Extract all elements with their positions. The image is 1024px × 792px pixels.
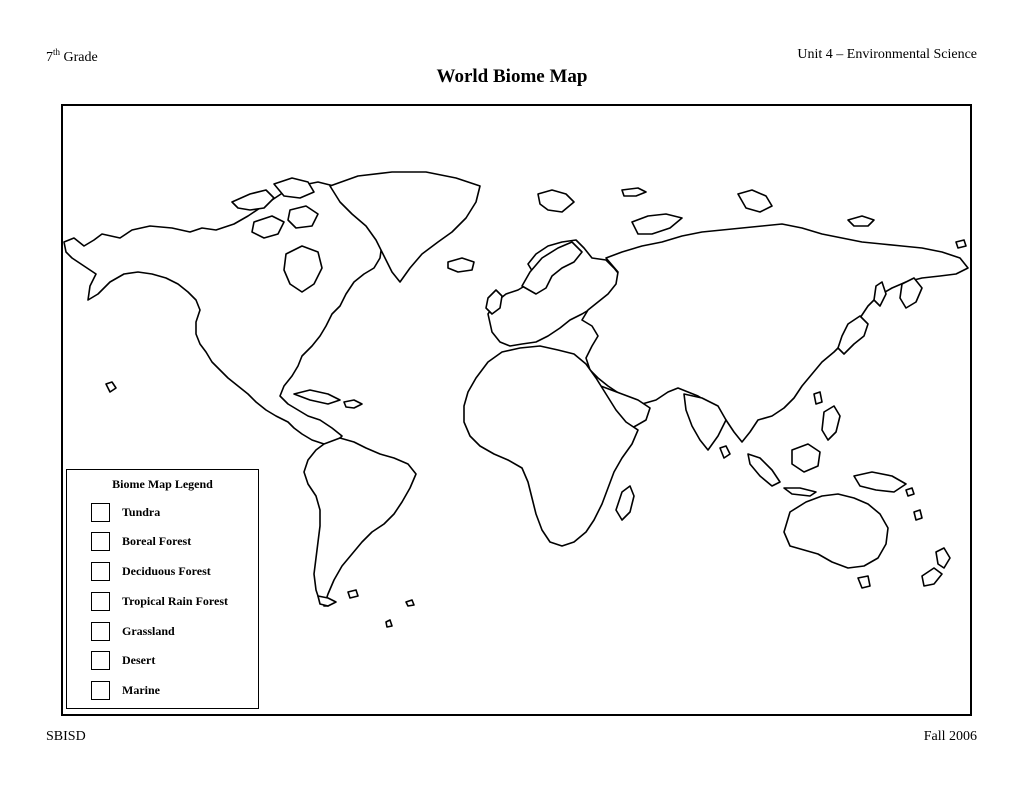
boreal-forest-color-box[interactable] <box>91 532 110 551</box>
biome-legend <box>66 469 259 709</box>
tropical-rain-forest-color-box[interactable] <box>91 592 110 611</box>
tasmania-outline <box>858 576 870 588</box>
small-island-pacific-2 <box>914 510 922 520</box>
unit-label: Unit 4 – Environmental Science <box>797 47 977 62</box>
cuba-outline <box>294 390 340 404</box>
borneo-outline <box>792 444 820 472</box>
sumatra-outline <box>748 454 780 486</box>
grade-suffix: th <box>53 47 61 57</box>
legend-item-tropical-rain-forest <box>91 590 228 612</box>
severnaya-outline <box>738 190 772 212</box>
legend-item-desert <box>91 649 155 671</box>
legend-label: Desert <box>122 652 156 667</box>
small-island-pacific-1 <box>906 488 914 496</box>
legend-label: Boreal Forest <box>122 533 192 548</box>
aleutian-outline <box>956 240 966 248</box>
tundra-color-box[interactable] <box>91 503 110 522</box>
legend-title: Biome Map Legend <box>112 477 213 491</box>
desert-color-box[interactable] <box>91 651 110 670</box>
legend-label: Tropical Rain Forest <box>122 593 228 608</box>
new-zealand-north-outline <box>936 548 950 568</box>
taiwan-outline <box>814 392 822 404</box>
hispaniola-outline <box>344 400 362 408</box>
small-island-south-atlantic <box>386 620 392 627</box>
legend-item-boreal-forest <box>91 530 191 552</box>
grassland-color-box[interactable] <box>91 622 110 641</box>
madagascar-outline <box>616 486 634 520</box>
new-zealand-south-outline <box>922 568 942 586</box>
philippines-outline <box>822 406 840 440</box>
legend-label: Grassland <box>122 623 175 638</box>
legend-item-deciduous-forest <box>91 560 211 582</box>
school-district-label: SBISD <box>46 729 86 744</box>
franz-josef-outline <box>622 188 646 196</box>
new-guinea-outline <box>854 472 906 492</box>
legend-item-grassland <box>91 620 175 642</box>
marine-color-box[interactable] <box>91 681 110 700</box>
novaya-zemlya-outline <box>632 214 682 234</box>
legend-item-tundra <box>91 501 160 523</box>
grade-label <box>46 47 98 66</box>
term-label: Fall 2006 <box>923 729 977 744</box>
hawaii-outline <box>106 382 116 392</box>
tierra-del-fuego-outline <box>318 596 336 606</box>
falklands-outline <box>348 590 358 598</box>
sri-lanka-outline <box>720 446 730 458</box>
iceland-outline <box>448 258 474 272</box>
australia-outline <box>784 494 888 568</box>
south-america-outline <box>304 438 416 606</box>
grade-word: Grade <box>63 50 98 65</box>
legend-label: Deciduous Forest <box>122 563 211 578</box>
new-siberian-outline <box>848 216 874 226</box>
page-title: World Biome Map <box>436 66 588 87</box>
north-america-outline <box>64 182 382 444</box>
svalbard-outline <box>538 190 574 212</box>
south-georgia-outline <box>406 600 414 606</box>
java-outline <box>784 488 816 496</box>
deciduous-forest-color-box[interactable] <box>91 562 110 581</box>
kamchatka-outline <box>900 278 922 308</box>
legend-label: Marine <box>122 682 160 697</box>
legend-item-marine <box>91 679 160 701</box>
grade-number: 7 <box>46 50 53 65</box>
legend-label: Tundra <box>122 504 161 519</box>
